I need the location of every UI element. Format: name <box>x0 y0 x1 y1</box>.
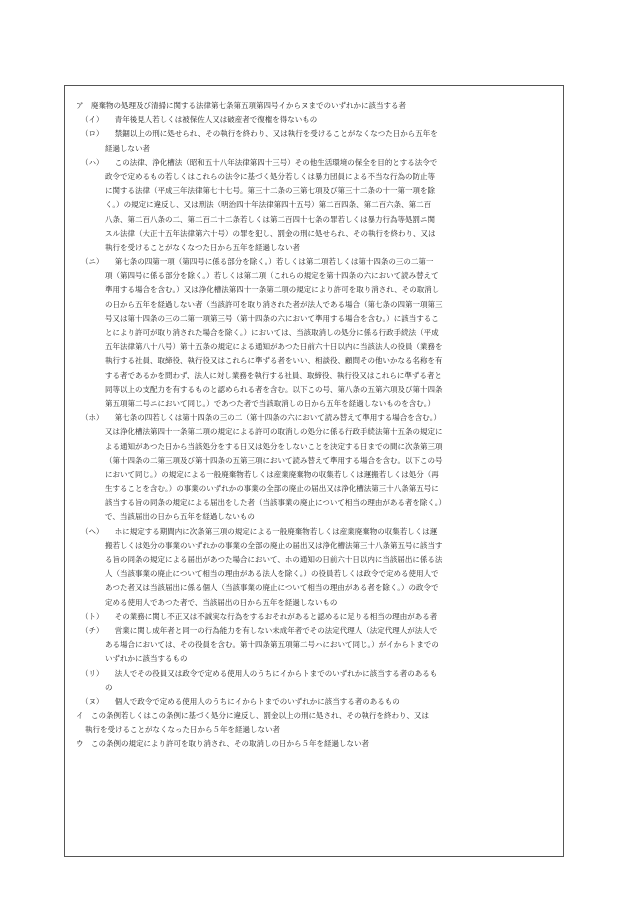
text-line-content: ア 廃棄物の処理及び清掃に関する法律第七条第五項第四号イからヌまでのいずれかに該当する者 <box>76 101 406 110</box>
text-line-content: する者であるかを問わず、法人に対し業務を執行する社員、取締役、執行役又はこれらに準ずる者と <box>105 370 442 380</box>
text-line <box>76 354 558 368</box>
text-line <box>76 99 558 113</box>
text-line <box>76 624 558 638</box>
text-line-content: る旨の同条の規定による届出があつた場合において、ホの通知の日前六十日以内に当該届出に係る法 <box>105 555 443 564</box>
text-line <box>76 496 558 510</box>
text-line <box>76 383 558 397</box>
text-line-content: で、当該届出の日から五年を経過しないもの <box>105 512 255 522</box>
text-line-content: 五年法律第八十八号）第十五条の規定による通知があつた日前六十日以内に当該法人の役員（業務を <box>105 342 443 352</box>
text-line-content: 該当する旨の同条の規定による届出をした者（当該事業の廃止について相当の理由がある者を除く。） <box>105 498 446 508</box>
text-line-content: （ホ） 第七条の四若しくは第十四条の三の二（第十四条の六において読み替えて準用する場合を含む。） <box>81 413 441 423</box>
text-line-content: （リ） 法人でその役員又は政令で定める使用人のうちにイからトまでのいずれかに該当する者のあるも <box>81 668 438 678</box>
text-line <box>76 298 558 312</box>
text-line <box>76 411 558 425</box>
text-line-content: に関する法律（平成三年法律第七十七号。第三十二条の三第七項及び第三十二条の十一第一項を除 <box>105 186 435 196</box>
text-line <box>76 198 558 212</box>
text-line <box>76 241 558 255</box>
text-line-content: 経過しない者 <box>105 143 150 153</box>
text-line <box>76 581 558 595</box>
text-line-content: 執行を受けることがなくなった日から５年を経過しない者 <box>85 725 280 735</box>
text-line <box>76 539 558 553</box>
text-line-content: 搬若しくは処分の事業のいずれかの事業の全部の廃止の届出又は浄化槽法第三十八条第五号に該当す <box>105 540 443 550</box>
text-line-content: （ヌ） 個人で政令で定める使用人のうちにイからトまでのいずれかに該当する者のあるもの <box>81 696 400 706</box>
text-line-content: ある場合においては、その役員を含む。第十四条第五項第二号ハにおいて同じ。）がイからトまでの <box>105 640 439 650</box>
text-line-content: 執行を受けることがなくなつた日から五年を経過しない者 <box>105 242 300 252</box>
text-line <box>76 610 558 624</box>
text-line <box>76 695 558 709</box>
text-line <box>76 184 558 198</box>
text-line-content: （ヘ） ホに規定する期間内に次条第三項の規定による一般廃棄物若しくは産業廃棄物の収集若しくは運 <box>81 526 438 536</box>
document-body <box>76 99 558 752</box>
text-line-content: （ト） その業務に関し不正又は不誠実な行為をするおそれがあると認めるに足りる相当の理由がある者 <box>81 611 438 621</box>
text-line-content: （第十四条の二第三項及び第十四条の五第三項において読み替えて準用する場合を含む。以下この号 <box>105 455 443 465</box>
text-line-content: （ロ） 禁錮以上の刑に処せられ、その執行を終わり、又は執行を受けることがなくなつた日から五年を <box>81 129 438 139</box>
text-line <box>76 142 558 156</box>
text-line <box>76 397 558 411</box>
text-line <box>76 596 558 610</box>
text-line <box>76 567 558 581</box>
text-line-content: 政令で定めるもの若しくはこれらの法令に基づく処分若しくは暴力団員による不当な行為の防止等 <box>105 171 435 181</box>
text-line <box>76 425 558 439</box>
text-line <box>76 127 558 141</box>
text-line-content: 同等以上の支配力を有するものと認められる者を含む。以下この号、第八条の五第六項及び第十四条 <box>105 384 443 394</box>
text-line <box>76 312 558 326</box>
text-line <box>76 525 558 539</box>
text-line-content: 人（当該事業の廃止について相当の理由がある法人を除く。）の役員若しくは政令で定める使用人で <box>105 569 439 579</box>
text-line-content: 執行する社員、取締役、執行役又はこれらに準ずる者をいい、相談役、顧問その他いかなる名称を有 <box>105 356 443 366</box>
text-line-content: よる通知があつた日から当該処分をする日又は処分をしないことを決定する日までの間に次条第三項 <box>105 441 443 451</box>
text-line-content: とにより許可が取り消された場合を除く。）においては、当該取消しの処分に係る行政手続法（平成 <box>105 328 439 337</box>
text-line <box>76 326 558 340</box>
text-line-content: く。）の規定に違反し、又は刑法（明治四十年法律第四十五号）第二百四条、第二百六条、第二百 <box>105 200 432 210</box>
text-line-content: ウ この条例の規定により許可を取り消され、その取消しの日から５年を経過しない者 <box>76 739 369 749</box>
text-line <box>76 652 558 666</box>
text-line-content: （チ） 営業に関し成年者と同一の行為能力を有しない未成年者でその法定代理人（法定代理人が法人で <box>81 625 438 635</box>
text-line <box>76 269 558 283</box>
text-line <box>76 440 558 454</box>
text-line-content: 準用する場合を含む。）又は浄化槽法第四十一条第二項の規定により許可を取り消され、その取消し <box>105 285 440 295</box>
text-line-content: （イ） 青年後見人若しくは被保佐人又は破産者で復権を得ないもの <box>81 115 318 125</box>
text-line <box>76 213 558 227</box>
text-line-content: 又は浄化槽法第四十一条第二項の規定による許可の取消しの処分に係る行政手続法第十五条の規定に <box>105 427 443 437</box>
text-line-content: あつた者又は当該届出に係る個人（当該事業の廃止について相当の理由がある者を除く。）の政令で <box>105 583 439 593</box>
text-line <box>76 454 558 468</box>
text-line-content: （ニ） 第七条の四第一項（第四号に係る部分を除く。）若しくは第二項若しくは第十四条の三の二第一 <box>81 257 434 267</box>
text-line <box>76 709 558 723</box>
text-line <box>76 510 558 524</box>
text-line-content: 第五項第二号ニにおいて同じ。）であつた者で当該取消しの日から五年を経過しないものを含む。） <box>105 398 435 408</box>
text-line <box>76 681 558 695</box>
text-line <box>76 340 558 354</box>
text-line <box>76 723 558 737</box>
text-line-content: スル法律（大正十五年法律第六十号）の罪を犯し、罰金の刑に処せられ、その執行を終わり、又は <box>105 228 436 238</box>
text-line-content: 項（第四号に係る部分を除く。）若しくは第二項（これらの規定を第十四条の六において読み替えて <box>105 271 439 281</box>
text-line <box>76 156 558 170</box>
text-line-content: 八条、第二百八条の二、第二百二十二条若しくは第二百四十七条の罪若しくは暴力行為等処罰ニ関 <box>105 214 435 224</box>
text-line-content: （ハ） この法律、浄化槽法（昭和五十八年法律第四十三号）その他生活環境の保全を目的とする法令で <box>81 157 438 167</box>
text-line <box>76 170 558 184</box>
text-line-content: において同じ。）の規定による一般廃棄物若しくは産業廃棄物の収集若しくは運搬若しくは処分（再 <box>105 469 439 479</box>
text-line-content: 号又は第十四条の三の二第一項第三号（第十四条の六において準用する場合を含む。）に該当するこ <box>105 313 439 323</box>
text-line-content: イ この条例若しくはこの条例に基づく処分に違反し、罰金以上の刑に処され、その執行を終わり、又は <box>76 711 429 721</box>
text-line <box>76 468 558 482</box>
text-line <box>76 667 558 681</box>
text-line-content: 定める使用人であつた者で、当該届出の日から五年を経過しないもの <box>105 597 338 607</box>
text-line <box>76 255 558 269</box>
text-line <box>76 113 558 127</box>
text-line-content: いずれかに該当するもの <box>105 654 188 664</box>
text-line <box>76 638 558 652</box>
text-line-content: の <box>105 682 113 692</box>
text-line <box>76 737 558 751</box>
text-line-content: 生することを含む。）の事業のいずれかの事業の全部の廃止の届出又は浄化槽法第三十八条第五号に <box>105 484 439 494</box>
text-line <box>76 553 558 567</box>
text-line <box>76 482 558 496</box>
text-line <box>76 369 558 383</box>
text-line <box>76 227 558 241</box>
text-line <box>76 283 558 297</box>
text-line-content: の日から五年を経過しない者（当該許可を取り消された者が法人である場合（第七条の四第一項第三 <box>105 299 443 309</box>
